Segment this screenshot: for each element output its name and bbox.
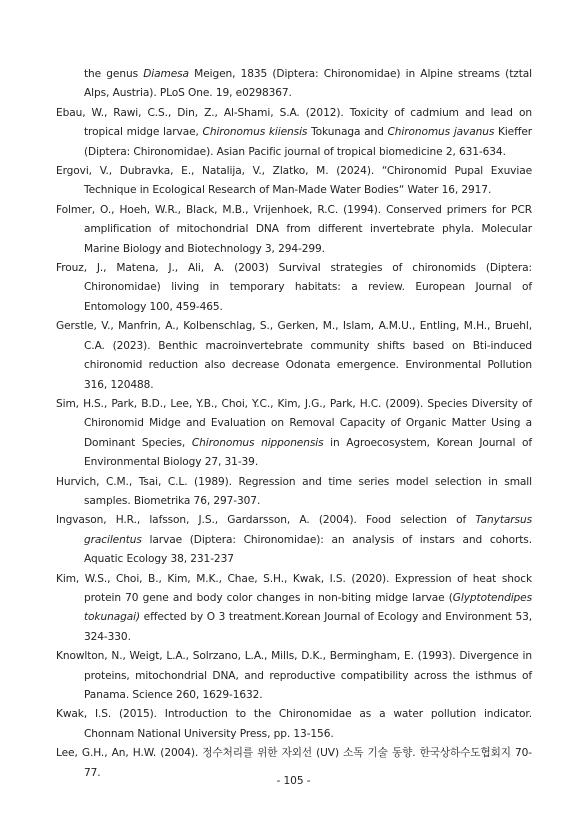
reference-text: Kieffer (Diptera: Chironomidae). Asian Pacific journal of tropical biomedicine 2, 631-634. (84, 126, 533, 158)
reference-text: Lee, G.H., An, H.W. (2004). 정수처리를 위한 자외선 (UV) 소독 기술 동향. 한국상하수도협회지 70-77. (56, 747, 532, 779)
reference-list (56, 65, 532, 783)
species-name: Chironomus nipponensis (191, 436, 324, 449)
reference-entry (56, 570, 532, 648)
reference-text: in Agroecosystem, Korean Journal of Environmental Biology 27, 31-39. (84, 436, 532, 469)
reference-text: the genus (84, 68, 144, 80)
reference-entry (56, 511, 532, 569)
species-name: Tanytarsus gracilentus (84, 514, 532, 546)
reference-text: Gerstle, V., Manfrin, A., Kolbenschlag, S., Gerken, M., Islam, A.M.U., Entling, M.H., Bruehl, C.A. (2023). Benthic macroinvertebrate community shifts based on Bti-induced chironomid reduction also decrease Odonata emergence. Environmental Pollution 316, 120488. (56, 320, 532, 391)
reference-entry (56, 647, 532, 705)
reference-text: Knowlton, N., Weigt, L.A., Solrzano, L.A., Mills, D.K., Bermingham, E. (1993). Divergence in proteins, mitochondrial DNA, and reproductive compatibility across the isthmus of Panama. Science 260, 1629-1632. (56, 650, 532, 701)
reference-entry (56, 473, 532, 512)
reference-text: effected by O 3 treatment.Korean Journal of Ecology and Environment 53, 324-330. (84, 611, 532, 643)
reference-text: larvae (Diptera: Chironomidae): an analysis of instars and cohorts. Aquatic Ecology 38, 231-237 (84, 533, 532, 566)
species-name: Glyptotendipes tokunagai) (84, 591, 532, 624)
reference-entry (56, 259, 532, 317)
species-name: Chironomus javanus (387, 126, 495, 139)
species-name: Chironomus kiiensis (202, 126, 308, 139)
reference-entry (56, 201, 532, 259)
reference-text: Ergovi, V., Dubravka, E., Natalija, V., Zlatko, M. (2024). “Chironomid Pupal Exuviae Technique in Ecological Research of Man-Made Water Bodies“ Water 16, 2917. (56, 165, 532, 197)
reference-text: Kwak, I.S. (2015). Introduction to the Chironomidae as a water pollution indicator. Chonnam National University Press, pp. 13-156. (56, 708, 532, 740)
reference-entry (56, 104, 532, 162)
reference-text: Folmer, O., Hoeh, W.R., Black, M.B., Vrijenhoek, R.C. (1994). Conserved primers for PCR amplification of mitochondrial DNA from different invertebrate phyla. Molecular Marine Biology and Biotechnology 3, 294-299. (56, 203, 532, 255)
reference-entry (56, 317, 532, 395)
reference-text: Hurvich, C.M., Tsai, C.L. (1989). Regression and time series model selection in small samples. Biometrika 76, 297-307. (56, 475, 532, 507)
reference-text: Frouz, J., Matena, J., Ali, A. (2003) Survival strategies of chironomids (Diptera: Chironomidae) living in temporary habitats: a review. European Journal of Entomology 100, 459-465. (56, 262, 532, 313)
reference-entry (56, 162, 532, 201)
species-name: Diamesa (143, 68, 189, 80)
reference-entry-continued (56, 65, 532, 104)
reference-entry (56, 395, 532, 473)
reference-entry (56, 705, 532, 744)
reference-text: Kim, W.S., Choi, B., Kim, M.K., Chae, S.H., Kwak, I.S. (2020). Expression of heat shock protein 70 gene and body color changes in non-biting midge larvae ( (56, 572, 532, 604)
reference-text: Sim, H.S., Park, B.D., Lee, Y.B., Choi, Y.C., Kim, J.G., Park, H.C. (2009). Species Diversity of Chironomid Midge and Evaluation on Removal Capacity of Organic Matter Using a Dominant Species, (56, 397, 532, 449)
reference-text: Tokunaga and (307, 126, 388, 139)
reference-text: Ingvason, H.R., lafsson, J.S., Gardarsson, A. (2004). Food selection of (56, 514, 476, 527)
reference-text: Meigen, 1835 (Diptera: Chironomidae) in Alpine streams (tztal Alps, Austria). PLoS One. 19, e0298367. (84, 68, 532, 100)
reference-text: Ebau, W., Rawi, C.S., Din, Z., Al-Shami, S.A. (2012). Toxicity of cadmium and lead on tropical midge larvae, (56, 106, 532, 139)
page-number: - 105 - (276, 775, 311, 787)
